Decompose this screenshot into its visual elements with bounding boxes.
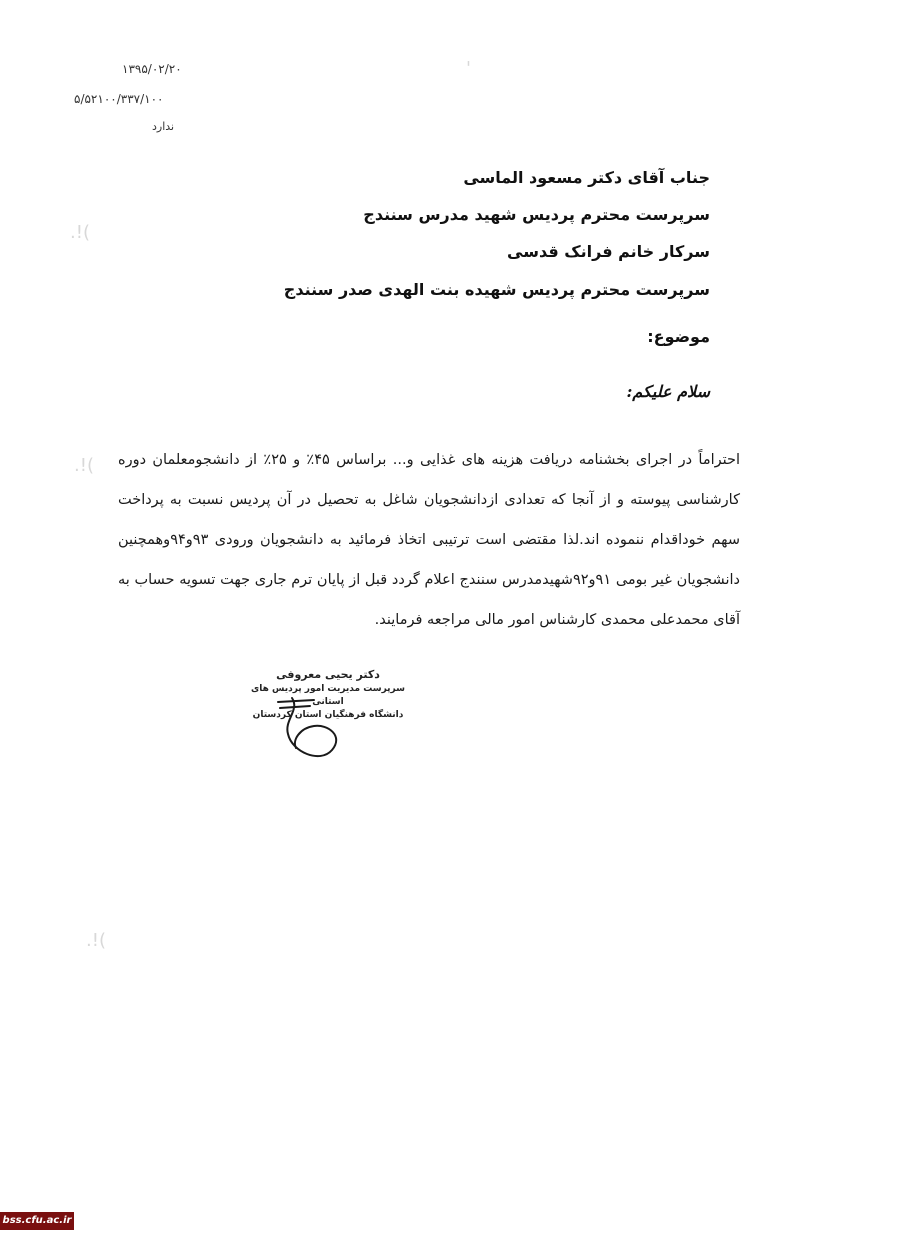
addressee-line: جناب آقای دکتر مسعود الماسی: [463, 168, 710, 187]
salutation: سلام علیکم:: [626, 382, 710, 401]
letter-number: ۵/۵۲۱۰۰/۳۳۷/۱۰۰: [74, 92, 164, 106]
scan-mark: .!(: [74, 455, 94, 476]
subject-label: موضوع:: [647, 327, 710, 346]
letter-attachment: ندارد: [152, 120, 175, 133]
scan-mark: ': [466, 58, 471, 79]
addressee-line: سرپرست محترم پردیس شهید مدرس سنندج: [363, 205, 710, 224]
site-logo: bss.cfu.ac.ir: [0, 1212, 74, 1230]
letter-date: ۱۳۹۵/۰۲/۲۰: [122, 62, 182, 76]
addressee-line: سرکار خانم فرانک قدسی: [507, 242, 710, 261]
scan-mark: .!(: [86, 930, 106, 951]
scan-mark: .!(: [70, 222, 90, 243]
signatory-title: سرپرست مدیریت امور پردیس های استانی: [250, 684, 406, 707]
signatory-name: دکتر یحیی معروفی: [276, 668, 380, 681]
handwritten-signature: [270, 690, 350, 770]
letter-body: احتراماً در اجرای بخشنامه دریافت هزینه های غذایی و... براساس ۴۵٪ و ۲۵٪ از دانشجومعلمان دوره کارشناسی پیوسته و از آنجا که تعدادی ازدانشجویان شاغل به تحصیل در آن پردیس نسبت به پرداخت سهم خوداقدام ننموده اند.لذا مقتضی است ترتیبی اتخاذ فرمائید به دانشجویان ورودی ۹۳و۹۴وهمچنین دانشجویان غیر بومی ۹۱و۹۲شهیدمدرس سنندج اعلام گردد قبل از پایان ترم جاری جهت تسویه حساب به آقای محمدعلی محمدی کارشناس امور مالی مراجعه فرمایند.: [118, 452, 740, 628]
signatory-organization: دانشگاه فرهنگیان استان کردستان: [252, 710, 404, 720]
addressee-line: سرپرست محترم پردیس شهیده بنت الهدی صدر سنندج: [283, 280, 710, 299]
